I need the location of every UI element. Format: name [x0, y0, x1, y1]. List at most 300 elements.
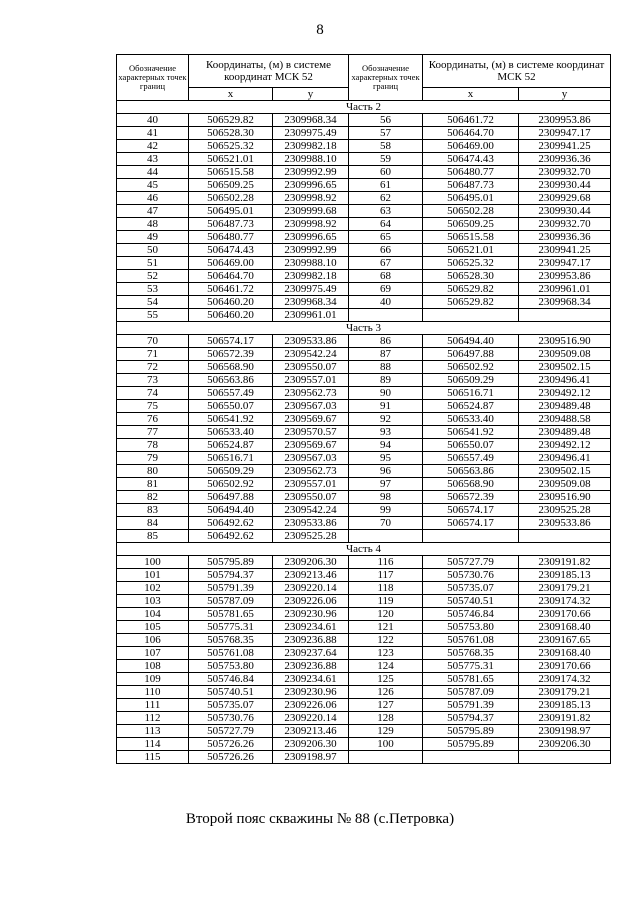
- coord-x: 506494.40: [189, 504, 273, 517]
- point-number: 128: [349, 712, 423, 725]
- coord-x: 506464.70: [189, 270, 273, 283]
- coord-y: 2309988.10: [273, 153, 349, 166]
- section-title: Часть 3: [117, 322, 611, 335]
- point-number: 113: [117, 725, 189, 738]
- coord-x: 506464.70: [423, 127, 519, 140]
- coord-x: 506557.49: [423, 452, 519, 465]
- point-number: 50: [117, 244, 189, 257]
- point-number: 57: [349, 127, 423, 140]
- point-number: 65: [349, 231, 423, 244]
- coord-x: 505735.07: [189, 699, 273, 712]
- coord-x: 506568.90: [189, 361, 273, 374]
- table-row: [117, 595, 611, 608]
- point-number: 103: [117, 595, 189, 608]
- point-number: 102: [117, 582, 189, 595]
- point-number: 77: [117, 426, 189, 439]
- point-number: 67: [349, 257, 423, 270]
- coord-x: 506487.73: [423, 179, 519, 192]
- table-row: [117, 283, 611, 296]
- coord-x: 506568.90: [423, 478, 519, 491]
- coord-x: 505795.89: [423, 738, 519, 751]
- coord-y: 2309992.99: [273, 244, 349, 257]
- coord-y: 2309220.14: [273, 712, 349, 725]
- point-number: 121: [349, 621, 423, 634]
- coord-x: 505740.51: [189, 686, 273, 699]
- coord-y: 2309516.90: [519, 491, 611, 504]
- section-row: [117, 101, 611, 114]
- coord-y: 2309496.41: [519, 452, 611, 465]
- coord-x: 505726.26: [189, 751, 273, 764]
- coord-y: 2309516.90: [519, 335, 611, 348]
- point-number: 83: [117, 504, 189, 517]
- coord-y: 2309213.46: [273, 569, 349, 582]
- coord-x: 505795.89: [423, 725, 519, 738]
- coord-y: 2309953.86: [519, 270, 611, 283]
- coord-x: 506533.40: [189, 426, 273, 439]
- coord-y: 2309220.14: [273, 582, 349, 595]
- coord-x: 505768.35: [189, 634, 273, 647]
- coord-y: 2309982.18: [273, 140, 349, 153]
- table-row: [117, 296, 611, 309]
- coord-x: 506509.29: [189, 465, 273, 478]
- coord-y: 2309206.30: [519, 738, 611, 751]
- table-row: [117, 582, 611, 595]
- point-number: 95: [349, 452, 423, 465]
- coord-y: 2309489.48: [519, 400, 611, 413]
- coord-y: [519, 751, 611, 764]
- point-number: 99: [349, 504, 423, 517]
- table-row: [117, 673, 611, 686]
- point-number: 42: [117, 140, 189, 153]
- point-number: 71: [117, 348, 189, 361]
- point-number: 116: [349, 556, 423, 569]
- coord-y: 2309234.61: [273, 673, 349, 686]
- point-number: 72: [117, 361, 189, 374]
- point-number: 58: [349, 140, 423, 153]
- coord-y: 2309988.10: [273, 257, 349, 270]
- coord-x: 505753.80: [189, 660, 273, 673]
- coord-x: 505761.08: [423, 634, 519, 647]
- coord-x: 506574.17: [423, 517, 519, 530]
- coord-x: 505746.84: [189, 673, 273, 686]
- coord-x: 506557.49: [189, 387, 273, 400]
- coord-y: 2309550.07: [273, 361, 349, 374]
- coord-y: 2309191.82: [519, 712, 611, 725]
- coord-x: 506541.92: [423, 426, 519, 439]
- table-row: [117, 348, 611, 361]
- table-row: [117, 556, 611, 569]
- table-row: [117, 192, 611, 205]
- table-row: [117, 712, 611, 725]
- coord-y: 2309998.92: [273, 218, 349, 231]
- footer-caption: Второй пояс скважины № 88 (с.Петровка): [185, 811, 455, 827]
- coord-x: 505781.65: [423, 673, 519, 686]
- coord-y: 2309226.06: [273, 699, 349, 712]
- point-number: 66: [349, 244, 423, 257]
- coord-x: 506516.71: [423, 387, 519, 400]
- table-row: [117, 426, 611, 439]
- coord-y: 2309550.07: [273, 491, 349, 504]
- coord-y: 2309167.65: [519, 634, 611, 647]
- table-row: [117, 621, 611, 634]
- coord-x: 506492.62: [189, 517, 273, 530]
- coord-y: 2309170.66: [519, 660, 611, 673]
- table-row: [117, 166, 611, 179]
- coord-y: 2309502.15: [519, 465, 611, 478]
- table-row: [117, 465, 611, 478]
- coord-y: 2309941.25: [519, 244, 611, 257]
- coord-x: 506563.86: [423, 465, 519, 478]
- coord-y: 2309533.86: [519, 517, 611, 530]
- coord-x: 506529.82: [423, 283, 519, 296]
- point-number: 96: [349, 465, 423, 478]
- point-number: 115: [117, 751, 189, 764]
- point-number: 112: [117, 712, 189, 725]
- coord-x: 506495.01: [189, 205, 273, 218]
- coord-x: 506516.71: [189, 452, 273, 465]
- table-row: [117, 114, 611, 127]
- coord-y: 2309179.21: [519, 686, 611, 699]
- table-row: [117, 179, 611, 192]
- point-number: 107: [117, 647, 189, 660]
- coord-x: 506469.00: [423, 140, 519, 153]
- page-number: 8: [316, 22, 324, 38]
- coord-y: 2309185.13: [519, 569, 611, 582]
- table-row: [117, 660, 611, 673]
- coord-y: 2309567.03: [273, 400, 349, 413]
- section-row: [117, 543, 611, 556]
- point-number: 79: [117, 452, 189, 465]
- table-row: [117, 686, 611, 699]
- coord-y: 2309941.25: [519, 140, 611, 153]
- table-row: [117, 387, 611, 400]
- table-body: [117, 101, 611, 764]
- coord-y: 2309975.49: [273, 127, 349, 140]
- coord-y: 2309996.65: [273, 179, 349, 192]
- coord-y: 2309947.17: [519, 257, 611, 270]
- coord-x: 506525.32: [423, 257, 519, 270]
- coord-x: 506528.30: [423, 270, 519, 283]
- coord-y: [519, 530, 611, 543]
- coord-x: 505768.35: [423, 647, 519, 660]
- table-row: [117, 205, 611, 218]
- coord-x: 506521.01: [189, 153, 273, 166]
- coord-y: 2309557.01: [273, 478, 349, 491]
- point-number: 87: [349, 348, 423, 361]
- point-number: 123: [349, 647, 423, 660]
- coord-y: 2309226.06: [273, 595, 349, 608]
- coord-x: 505791.39: [189, 582, 273, 595]
- coord-y: 2309206.30: [273, 738, 349, 751]
- point-number: 120: [349, 608, 423, 621]
- coord-x: 505726.26: [189, 738, 273, 751]
- point-number: 70: [349, 517, 423, 530]
- table-row: [117, 608, 611, 621]
- coord-y: 2309185.13: [519, 699, 611, 712]
- coord-x: 506509.25: [423, 218, 519, 231]
- table-row: [117, 504, 611, 517]
- coord-x: 506502.28: [189, 192, 273, 205]
- coord-x: 505794.37: [189, 569, 273, 582]
- point-number: 56: [349, 114, 423, 127]
- point-number: 48: [117, 218, 189, 231]
- coord-x: 506494.40: [423, 335, 519, 348]
- point-number: 74: [117, 387, 189, 400]
- coord-y: 2309509.08: [519, 478, 611, 491]
- coord-y: 2309932.70: [519, 166, 611, 179]
- coord-y: 2309930.44: [519, 179, 611, 192]
- point-number: 85: [117, 530, 189, 543]
- coord-y: 2309932.70: [519, 218, 611, 231]
- table-row: [117, 491, 611, 504]
- coord-y: 2309509.08: [519, 348, 611, 361]
- point-number: 89: [349, 374, 423, 387]
- coord-y: 2309567.03: [273, 452, 349, 465]
- point-number: 40: [349, 296, 423, 309]
- coord-x: [423, 751, 519, 764]
- coord-y: 2309168.40: [519, 647, 611, 660]
- table-row: [117, 257, 611, 270]
- point-number: 86: [349, 335, 423, 348]
- point-number: 93: [349, 426, 423, 439]
- table-row: [117, 244, 611, 257]
- coord-x: 505791.39: [423, 699, 519, 712]
- table-row: [117, 569, 611, 582]
- table-row: [117, 517, 611, 530]
- point-number: 126: [349, 686, 423, 699]
- point-number: 97: [349, 478, 423, 491]
- point-number: 88: [349, 361, 423, 374]
- coord-x: 505761.08: [189, 647, 273, 660]
- point-number: 52: [117, 270, 189, 283]
- coord-y: 2309213.46: [273, 725, 349, 738]
- point-number: 129: [349, 725, 423, 738]
- table-row: [117, 530, 611, 543]
- coord-y: 2309179.21: [519, 582, 611, 595]
- coord-y: 2309992.99: [273, 166, 349, 179]
- coord-y: 2309168.40: [519, 621, 611, 634]
- coord-x: 506474.43: [423, 153, 519, 166]
- coord-y: 2309968.34: [519, 296, 611, 309]
- point-number: 55: [117, 309, 189, 322]
- point-number: [349, 751, 423, 764]
- coord-y: 2309488.58: [519, 413, 611, 426]
- coord-y: 2309562.73: [273, 465, 349, 478]
- table-row: [117, 738, 611, 751]
- coord-y: 2309496.41: [519, 374, 611, 387]
- coord-y: 2309174.32: [519, 595, 611, 608]
- coord-y: 2309936.36: [519, 231, 611, 244]
- coord-y: 2309996.65: [273, 231, 349, 244]
- coord-x: 506502.28: [423, 205, 519, 218]
- coord-x: 506541.92: [189, 413, 273, 426]
- point-number: 41: [117, 127, 189, 140]
- coord-x: 506497.88: [423, 348, 519, 361]
- point-number: 110: [117, 686, 189, 699]
- point-number: 98: [349, 491, 423, 504]
- table-row: [117, 231, 611, 244]
- point-number: 40: [117, 114, 189, 127]
- point-number: 78: [117, 439, 189, 452]
- point-number: 124: [349, 660, 423, 673]
- table-row: [117, 478, 611, 491]
- coord-x: 506524.87: [423, 400, 519, 413]
- coord-y: 2309968.34: [273, 114, 349, 127]
- coord-y: 2309237.64: [273, 647, 349, 660]
- coord-y: 2309198.97: [519, 725, 611, 738]
- coord-y: 2309533.86: [273, 335, 349, 348]
- coord-x: 505740.51: [423, 595, 519, 608]
- coord-y: [519, 309, 611, 322]
- table-row: [117, 725, 611, 738]
- coord-x: 506525.32: [189, 140, 273, 153]
- point-number: 61: [349, 179, 423, 192]
- coord-y: 2309968.34: [273, 296, 349, 309]
- coord-y: 2309569.67: [273, 413, 349, 426]
- coord-x: 505794.37: [423, 712, 519, 725]
- coord-x: 506460.20: [189, 309, 273, 322]
- coord-x: 505727.79: [423, 556, 519, 569]
- coord-y: 2309489.48: [519, 426, 611, 439]
- point-number: 53: [117, 283, 189, 296]
- point-number: 45: [117, 179, 189, 192]
- header-y-label: y: [273, 88, 349, 101]
- coord-y: 2309975.49: [273, 283, 349, 296]
- coord-x: 505781.65: [189, 608, 273, 621]
- header-coords-label: Координаты, (м) в системе координат МСК 52: [189, 55, 349, 88]
- table-row: [117, 439, 611, 452]
- coord-y: 2309236.88: [273, 660, 349, 673]
- point-number: 63: [349, 205, 423, 218]
- coord-y: 2309961.01: [273, 309, 349, 322]
- coord-y: 2309206.30: [273, 556, 349, 569]
- coord-x: 505730.76: [189, 712, 273, 725]
- point-number: 101: [117, 569, 189, 582]
- coord-x: 505775.31: [423, 660, 519, 673]
- coord-x: 506461.72: [423, 114, 519, 127]
- coord-y: 2309953.86: [519, 114, 611, 127]
- coord-x: 506469.00: [189, 257, 273, 270]
- header-point-label: Обозначение характерных точек границ: [349, 55, 423, 101]
- coord-y: 2309961.01: [519, 283, 611, 296]
- point-number: 94: [349, 439, 423, 452]
- coord-x: 506550.07: [189, 400, 273, 413]
- point-number: 54: [117, 296, 189, 309]
- coord-y: 2309542.24: [273, 504, 349, 517]
- coord-x: 506495.01: [423, 192, 519, 205]
- table-row: [117, 751, 611, 764]
- coord-x: 506509.29: [423, 374, 519, 387]
- table-row: [117, 361, 611, 374]
- coord-x: 505746.84: [423, 608, 519, 621]
- table-row: [117, 699, 611, 712]
- coord-x: 506502.92: [189, 478, 273, 491]
- coord-y: 2309236.88: [273, 634, 349, 647]
- point-number: 49: [117, 231, 189, 244]
- table-row: [117, 647, 611, 660]
- coord-y: 2309234.61: [273, 621, 349, 634]
- coord-y: 2309174.32: [519, 673, 611, 686]
- point-number: 127: [349, 699, 423, 712]
- coord-x: 505795.89: [189, 556, 273, 569]
- header-coords-label: Координаты, (м) в системе координат МСК 52: [423, 55, 611, 88]
- point-number: 64: [349, 218, 423, 231]
- section-title: Часть 4: [117, 543, 611, 556]
- point-number: 91: [349, 400, 423, 413]
- coord-y: 2309191.82: [519, 556, 611, 569]
- point-number: 114: [117, 738, 189, 751]
- coord-x: 506515.58: [423, 231, 519, 244]
- point-number: 125: [349, 673, 423, 686]
- point-number: 105: [117, 621, 189, 634]
- coord-x: 506460.20: [189, 296, 273, 309]
- coord-x: 505730.76: [423, 569, 519, 582]
- coord-x: 506529.82: [423, 296, 519, 309]
- coord-x: 506529.82: [189, 114, 273, 127]
- point-number: 59: [349, 153, 423, 166]
- point-number: 84: [117, 517, 189, 530]
- point-number: 106: [117, 634, 189, 647]
- coordinates-table: [116, 54, 611, 764]
- table-row: [117, 309, 611, 322]
- point-number: 46: [117, 192, 189, 205]
- header-x-label: x: [423, 88, 519, 101]
- table-row: [117, 153, 611, 166]
- coord-x: 506474.43: [189, 244, 273, 257]
- coord-x: 506515.58: [189, 166, 273, 179]
- point-number: 43: [117, 153, 189, 166]
- coord-y: 2309998.92: [273, 192, 349, 205]
- coord-y: 2309230.96: [273, 686, 349, 699]
- coord-y: 2309999.68: [273, 205, 349, 218]
- table-row: [117, 374, 611, 387]
- coord-x: 506461.72: [189, 283, 273, 296]
- coord-x: 506521.01: [423, 244, 519, 257]
- coord-y: 2309929.68: [519, 192, 611, 205]
- point-number: 119: [349, 595, 423, 608]
- coord-y: 2309525.28: [273, 530, 349, 543]
- point-number: 100: [349, 738, 423, 751]
- table-row: [117, 335, 611, 348]
- coord-x: 505727.79: [189, 725, 273, 738]
- coord-x: 505787.09: [423, 686, 519, 699]
- table-row: [117, 127, 611, 140]
- table-row: [117, 634, 611, 647]
- coord-x: 506574.17: [423, 504, 519, 517]
- point-number: 92: [349, 413, 423, 426]
- point-number: 75: [117, 400, 189, 413]
- coord-y: 2309930.44: [519, 205, 611, 218]
- table-row: [117, 140, 611, 153]
- coord-y: 2309947.17: [519, 127, 611, 140]
- point-number: 117: [349, 569, 423, 582]
- table-row: [117, 218, 611, 231]
- point-number: 69: [349, 283, 423, 296]
- coord-x: 506533.40: [423, 413, 519, 426]
- point-number: 68: [349, 270, 423, 283]
- coord-x: 506492.62: [189, 530, 273, 543]
- point-number: 109: [117, 673, 189, 686]
- coord-y: 2309492.12: [519, 439, 611, 452]
- coord-x: 506502.92: [423, 361, 519, 374]
- coord-x: 505787.09: [189, 595, 273, 608]
- point-number: 122: [349, 634, 423, 647]
- table-row: [117, 270, 611, 283]
- point-number: 108: [117, 660, 189, 673]
- coord-y: 2309562.73: [273, 387, 349, 400]
- coord-x: 506497.88: [189, 491, 273, 504]
- point-number: 73: [117, 374, 189, 387]
